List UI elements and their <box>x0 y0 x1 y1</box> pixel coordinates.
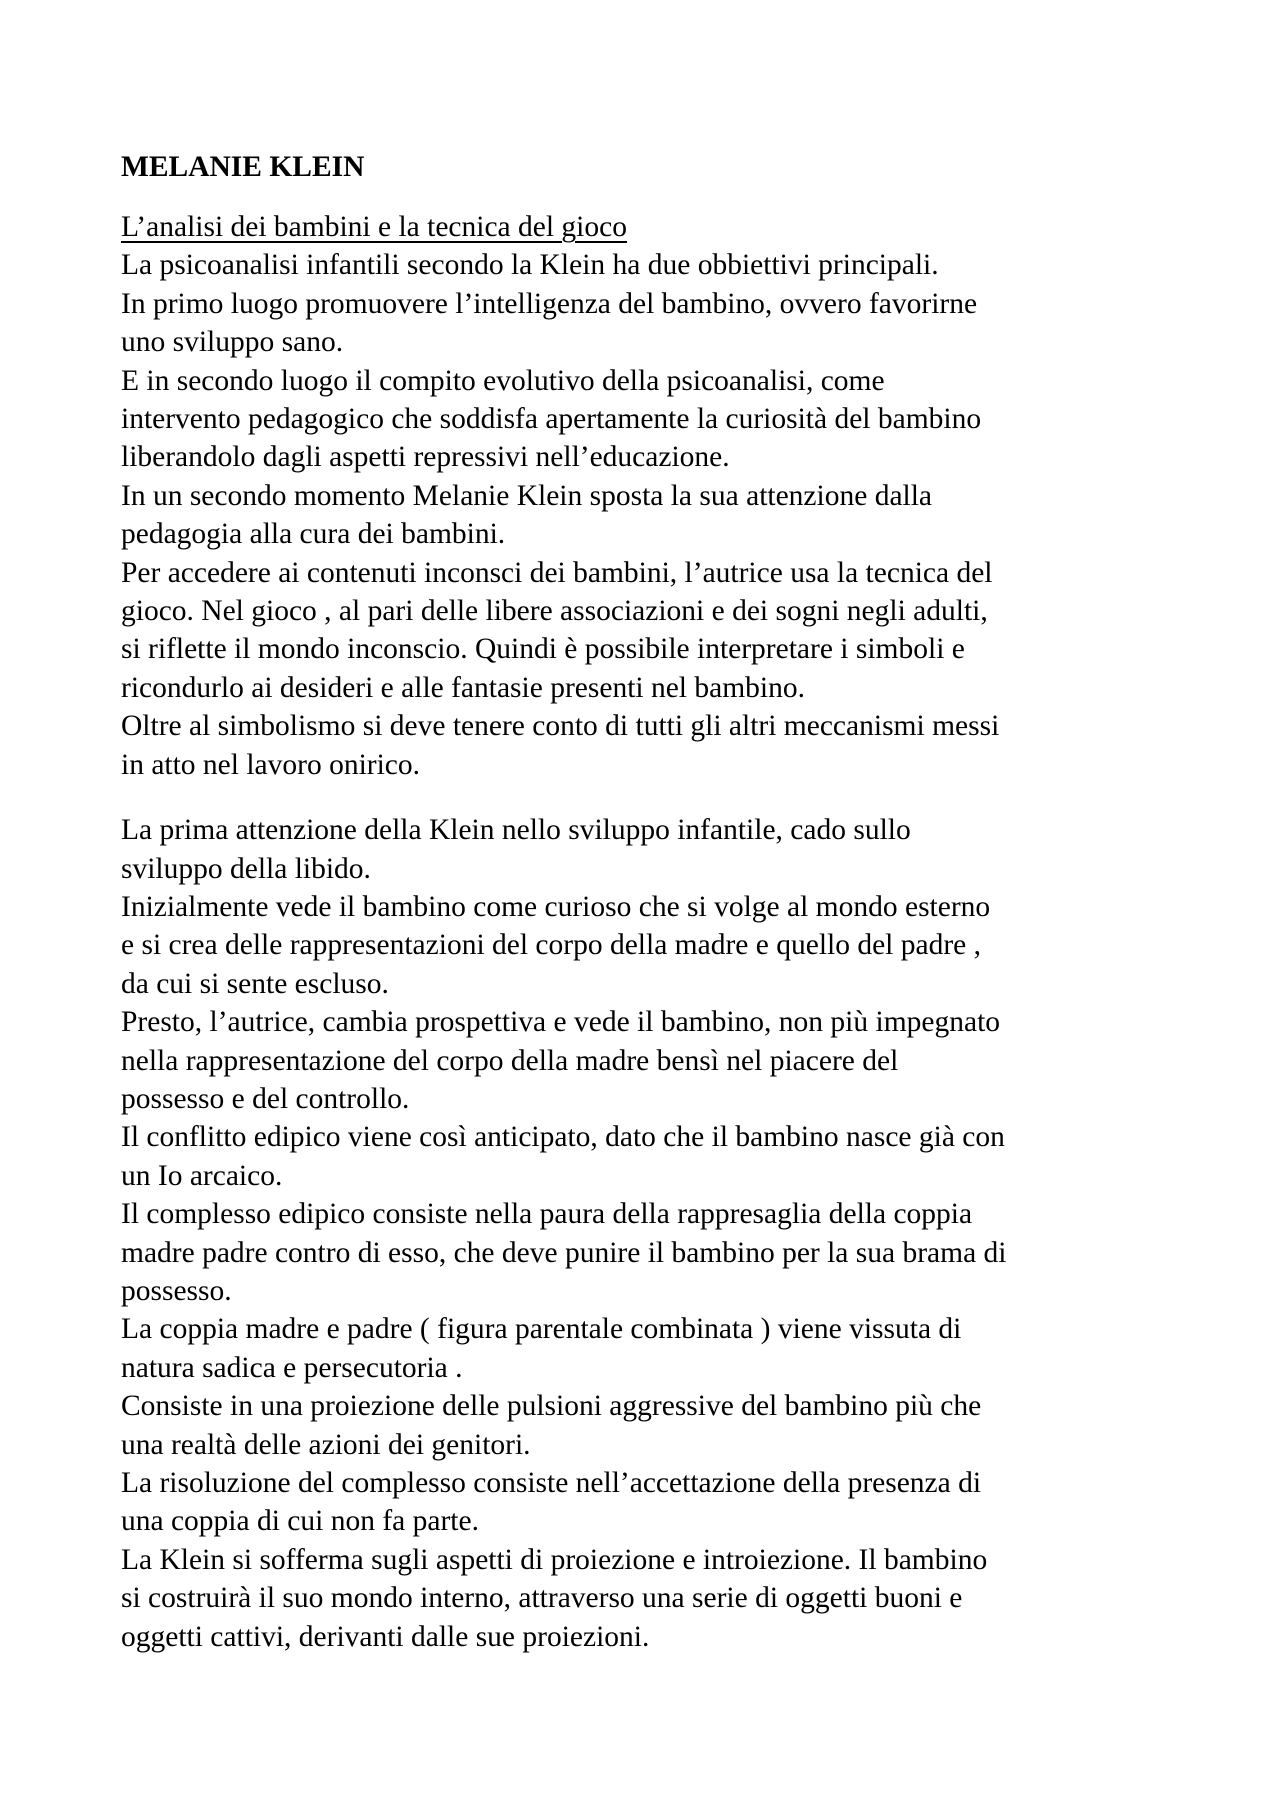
text-line: intervento pedagogico che soddisfa apertamente la curiosità del bambino <box>121 403 982 436</box>
text-line: Il conflitto edipico viene così anticipato, dato che il bambino nasce già con <box>121 1121 1005 1154</box>
text-line: Il complesso edipico consiste nella paura della rappresaglia della coppia <box>121 1198 973 1231</box>
text-line: La coppia madre e padre ( figura parentale combinata ) viene vissuta di <box>121 1313 962 1346</box>
text-line: sviluppo della libido. <box>121 852 371 885</box>
paragraph-block-2 <box>121 811 1181 1656</box>
text-line: uno sviluppo sano. <box>121 326 344 359</box>
text-line: possesso. <box>121 1274 232 1307</box>
text-line: Presto, l’autrice, cambia prospettiva e vede il bambino, non più impegnato <box>121 1006 1001 1039</box>
paragraph-spacer <box>121 784 1181 811</box>
text-line: In primo luogo promuovere l’intelligenza del bambino, ovvero favorirne <box>121 287 978 320</box>
text-line: si costruirà il suo mondo interno, attraverso una serie di oggetti buoni e <box>121 1582 963 1615</box>
text-line: liberandolo dagli aspetti repressivi nell’educazione. <box>121 441 730 474</box>
text-line: da cui si sente escluso. <box>121 967 389 1000</box>
text-line: E in secondo luogo il compito evolutivo della psicoanalisi, come <box>121 364 885 397</box>
text-line: nella rappresentazione del corpo della madre bensì nel piacere del <box>121 1044 899 1077</box>
text-line: gioco. Nel gioco , al pari delle libere associazioni e dei sogni negli adulti, <box>121 595 988 628</box>
text-line: oggetti cattivi, derivanti dalle sue proiezioni. <box>121 1620 650 1653</box>
document-title: MELANIE KLEIN <box>121 151 365 183</box>
text-line: possesso e del controllo. <box>121 1082 410 1115</box>
text-line: pedagogia alla cura dei bambini. <box>121 518 506 551</box>
text-line: madre padre contro di esso, che deve punire il bambino per la sua brama di <box>121 1236 1007 1269</box>
text-line: Per accedere ai contenuti inconsci dei bambini, l’autrice usa la tecnica del <box>121 556 993 589</box>
text-line: La prima attenzione della Klein nello sviluppo infantile, cado sullo <box>121 814 911 847</box>
paragraph-block-1 <box>121 246 1181 784</box>
text-line: In un secondo momento Melanie Klein sposta la sua attenzione dalla <box>121 479 933 512</box>
text-line: Consiste in una proiezione delle pulsioni aggressive del bambino più che <box>121 1390 982 1423</box>
text-line: Oltre al simbolismo si deve tenere conto di tutti gli altri meccanismi messi <box>121 710 1000 743</box>
text-line: in atto nel lavoro onirico. <box>121 748 421 781</box>
text-line: una coppia di cui non fa parte. <box>121 1505 479 1538</box>
text-line: si riflette il mondo inconscio. Quindi è possibile interpretare i simboli e <box>121 633 965 666</box>
text-line: un Io arcaico. <box>121 1159 283 1192</box>
text-line: e si crea delle rappresentazioni del corpo della madre e quello del padre , <box>121 929 982 962</box>
text-line: ricondurlo ai desideri e alle fantasie presenti nel bambino. <box>121 671 805 704</box>
text-line: La risoluzione del complesso consiste nell’accettazione della presenza di <box>121 1467 982 1499</box>
text-line: La psicoanalisi infantili secondo la Klein ha due obbiettivi principali. <box>121 249 939 282</box>
text-line: Inizialmente vede il bambino come curioso che si volge al mondo esterno <box>121 890 991 923</box>
text-line: La Klein si sofferma sugli aspetti di proiezione e introiezione. Il bambino <box>121 1543 988 1576</box>
section-heading: L’analisi dei bambini e la tecnica del gioco <box>121 211 627 243</box>
text-line: natura sadica e persecutoria . <box>121 1351 463 1384</box>
text-line: una realtà delle azioni dei genitori. <box>121 1428 531 1461</box>
document-body <box>121 148 1181 1656</box>
